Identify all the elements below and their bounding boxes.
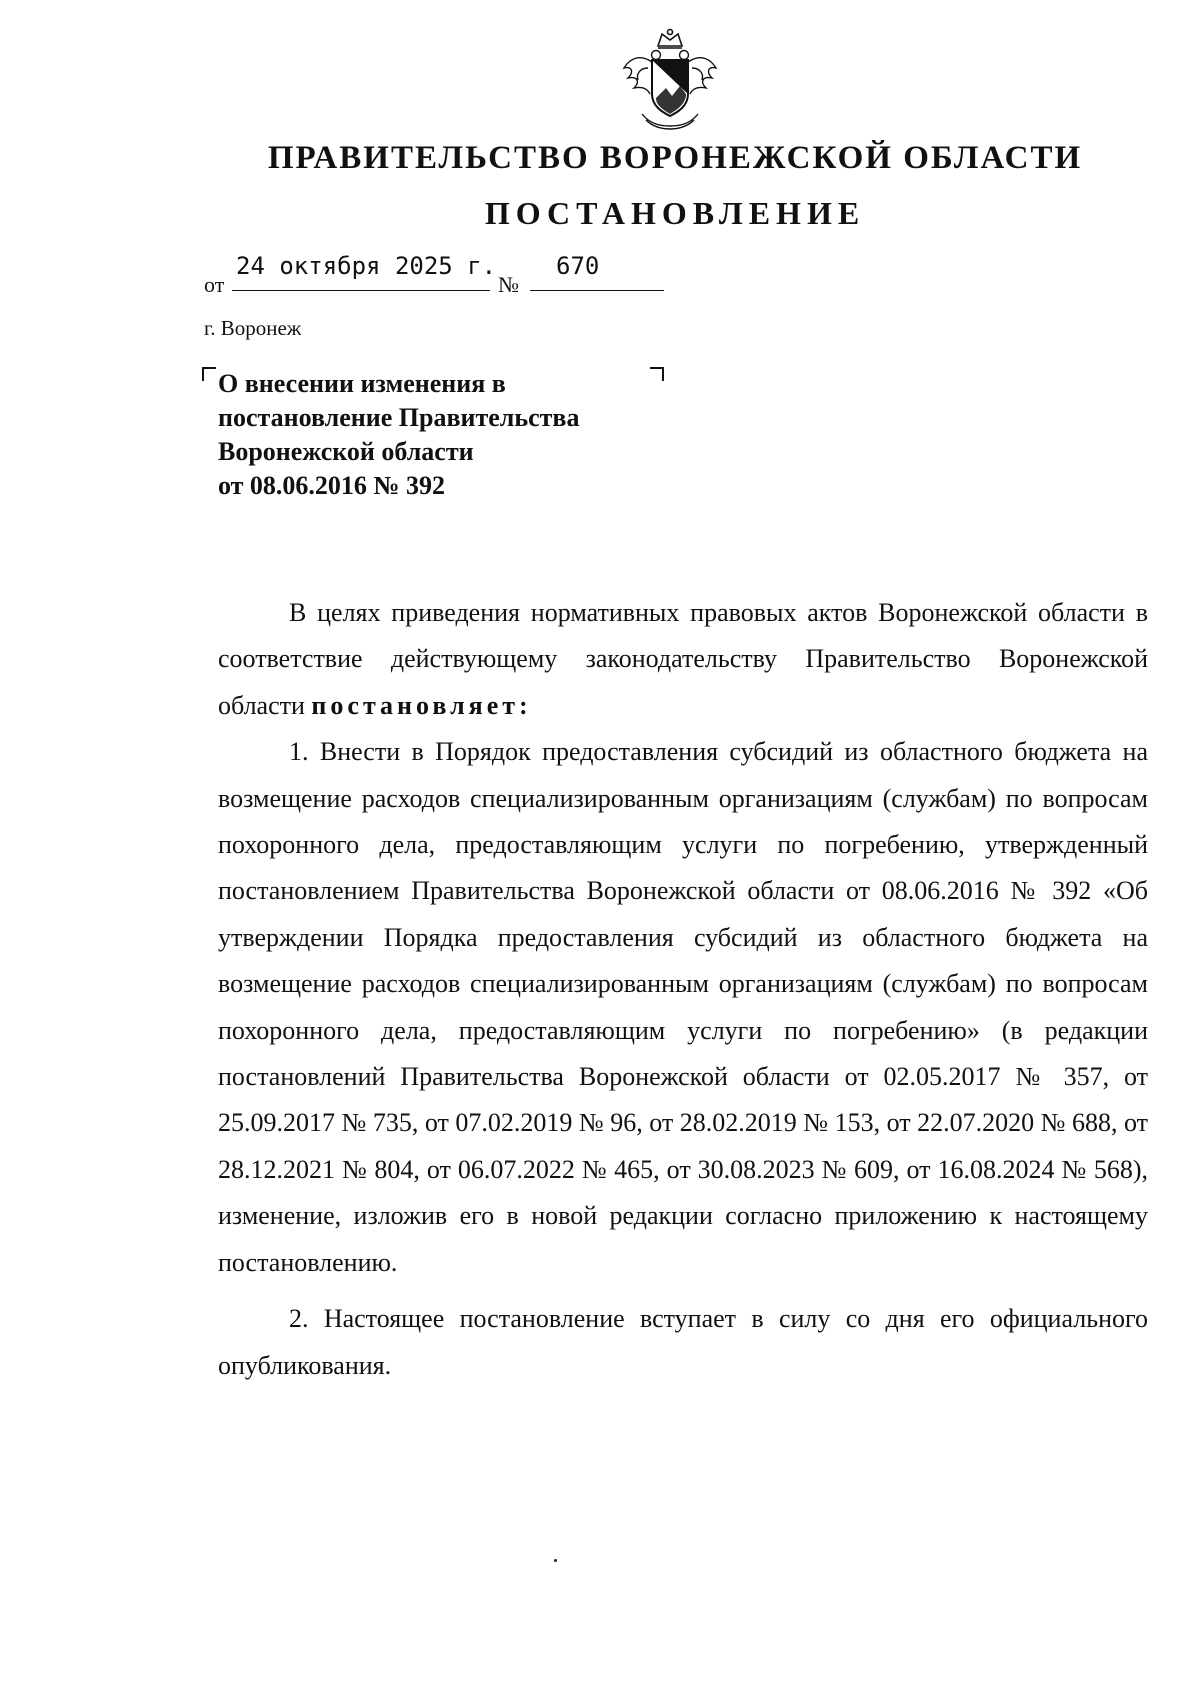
number-label: №	[498, 272, 519, 297]
subject-bracket-left	[202, 367, 216, 381]
date-field	[232, 250, 497, 291]
document-subject	[218, 367, 579, 503]
date-label: от	[204, 272, 225, 297]
subject-line: О внесении изменения в	[218, 369, 506, 398]
number-value: 670	[556, 252, 600, 280]
subject-bracket-right	[650, 367, 664, 381]
date-value: 24 октября 2025 г.	[236, 252, 497, 280]
organization-title: ПРАВИТЕЛЬСТВО ВОРОНЕЖСКОЙ ОБЛАСТИ	[267, 140, 1083, 176]
date-number-line	[204, 250, 684, 300]
scan-speck	[554, 1559, 557, 1562]
subject-line: постановление Правительства	[218, 403, 580, 432]
preamble-paragraph	[218, 590, 1148, 729]
item-2-paragraph: 2. Настоящее постановление вступает в силу со дня его официального опубликования.	[218, 1304, 1148, 1380]
number-field	[530, 250, 664, 291]
item-1-paragraph: 1. Внести в Порядок предоставления субсидий из областного бюджета на возмещение расходов специализированным организациям (службам) по вопросам похоронного дела, предоставляющим услуги по погребению, утвержденный постановлением Правительства Воронежской области от 08.06.2016 № 392 «Об утверждении Порядка предоставления субсидий из областного бюджета на возмещение расходов специализированным организациям (службам) по вопросам похоронного дела, предоставляющим услуги по погребению» (в редакции постановлений Правительства Воронежской области от 02.05.2017 № 357, от 25.09.2017 № 735, от 07.02.2019 № 96, от 28.02.2019 № 153, от 22.07.2020 № 688, от 28.12.2021 № 804, от 06.07.2022 № 465, от 30.08.2023 № 609, от 16.08.2024 № 568), изменение, изложив его в новой редакции согласно приложению к настоящему постановлению.	[218, 737, 1148, 1277]
city-label: г. Воронеж	[204, 316, 302, 340]
preamble-text: В целях приведения нормативных правовых актов Воронежской области в соответствие действующему законодательству Правительство Воронежской области	[218, 598, 1148, 720]
document-type-title: ПОСТАНОВЛЕНИЕ	[484, 195, 866, 231]
coat-of-arms-icon	[620, 28, 720, 130]
subject-line: от 08.06.2016 № 392	[218, 471, 446, 500]
subject-line: Воронежской области	[218, 437, 474, 466]
document-body	[218, 590, 1148, 1389]
preamble-keyword: постановляет	[311, 690, 520, 720]
preamble-colon: :	[519, 690, 532, 720]
